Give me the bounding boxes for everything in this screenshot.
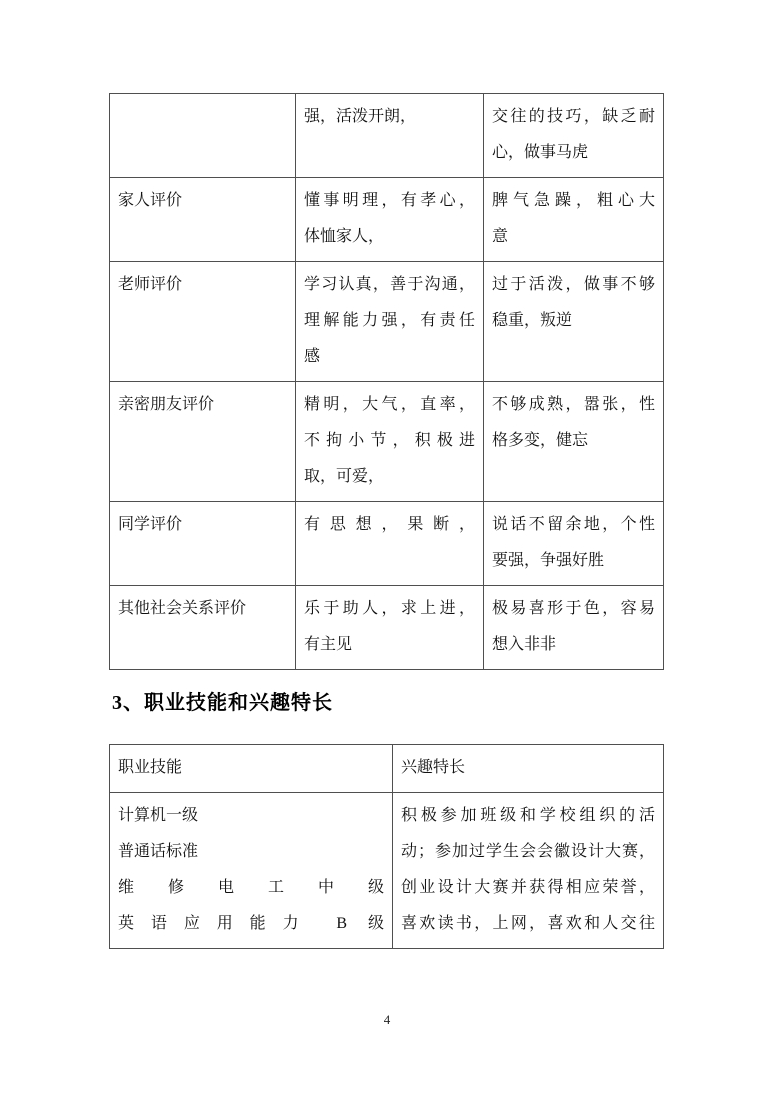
- cell-line: 心，做事马虎: [492, 144, 589, 161]
- cell-line: 有思想，果断，: [304, 516, 475, 533]
- table-cell: [484, 94, 664, 178]
- cell-line: 英语应用能力 B 级: [118, 915, 384, 932]
- table-cell: [296, 262, 484, 382]
- table-row: [110, 502, 664, 586]
- table-row: [110, 586, 664, 670]
- cell-line: 要强，争强好胜: [492, 552, 605, 569]
- cell-line: 学习认真，善于沟通，: [304, 276, 475, 293]
- table-row: [110, 793, 664, 949]
- table-cell: [484, 502, 664, 586]
- cell-line: 说话不留余地，个性: [492, 516, 655, 533]
- cell-line: 乐于助人，求上进，: [304, 600, 475, 617]
- cell-line: 老师评价: [118, 276, 183, 293]
- cell-line: 家人评价: [118, 192, 183, 209]
- table-cell: [110, 262, 296, 382]
- section-heading: 3、职业技能和兴趣特长: [112, 692, 333, 714]
- skills-table: [109, 744, 664, 949]
- cell-line: 脾气急躁，粗心大: [492, 192, 655, 209]
- cell-line: 计算机一级: [118, 807, 199, 824]
- table-cell: [110, 793, 393, 949]
- evaluation-table: [109, 93, 664, 670]
- table-cell: [110, 586, 296, 670]
- table-cell: [110, 745, 393, 793]
- cell-line: 理解能力强，有责任: [304, 312, 475, 329]
- table-cell: [296, 94, 484, 178]
- cell-line: 想入非非: [492, 636, 557, 653]
- table-row: [110, 262, 664, 382]
- table-cell: [110, 94, 296, 178]
- cell-line: 亲密朋友评价: [118, 396, 215, 413]
- cell-line: 普通话标准: [118, 843, 199, 860]
- table-cell: [296, 382, 484, 502]
- table-row: [110, 382, 664, 502]
- table-cell: [484, 178, 664, 262]
- cell-line: 过于活泼，做事不够: [492, 276, 655, 293]
- table-cell: [484, 586, 664, 670]
- table-row: [110, 94, 664, 178]
- table-cell: [296, 178, 484, 262]
- cell-line: 意: [492, 228, 509, 245]
- cell-line: 懂事明理，有孝心，: [304, 192, 475, 209]
- cell-line: 体恤家人，: [304, 228, 385, 245]
- cell-line: 兴趣特长: [401, 759, 466, 776]
- table-row: [110, 178, 664, 262]
- table-row: [110, 745, 664, 793]
- cell-line: 有主见: [304, 636, 353, 653]
- table-cell: [110, 178, 296, 262]
- table-cell: [484, 382, 664, 502]
- cell-line: 强，活泼开朗，: [304, 108, 417, 125]
- table-cell: [110, 382, 296, 502]
- cell-line: 同学评价: [118, 516, 183, 533]
- table-cell: [110, 502, 296, 586]
- cell-line: 取，可爱，: [304, 468, 385, 485]
- cell-line: 其他社会关系评价: [118, 600, 247, 617]
- cell-line: 精明，大气，直率，: [304, 396, 475, 413]
- table-cell: [393, 745, 664, 793]
- cell-line: 动；参加过学生会会徽设计大赛，: [401, 843, 655, 860]
- cell-line: 稳重，叛逆: [492, 312, 573, 329]
- cell-line: 职业技能: [118, 759, 183, 776]
- table-cell: [296, 586, 484, 670]
- table-cell: [393, 793, 664, 949]
- cell-line: 交往的技巧，缺乏耐: [492, 108, 655, 125]
- cell-line: 创业设计大赛并获得相应荣誉，: [401, 879, 655, 896]
- cell-line: 维修电工中级: [118, 879, 384, 896]
- cell-line: 积极参加班级和学校组织的活: [401, 807, 655, 824]
- cell-line: 感: [304, 348, 321, 365]
- cell-line: 不拘小节，积极进: [304, 432, 475, 449]
- table-cell: [484, 262, 664, 382]
- cell-line: 不够成熟，嚣张，性: [492, 396, 655, 413]
- table-cell: [296, 502, 484, 586]
- cell-line: 喜欢读书，上网，喜欢和人交往: [401, 915, 655, 932]
- page-number: 4: [383, 1012, 391, 1027]
- cell-line: 极易喜形于色，容易: [492, 600, 655, 617]
- cell-line: 格多变，健忘: [492, 432, 589, 449]
